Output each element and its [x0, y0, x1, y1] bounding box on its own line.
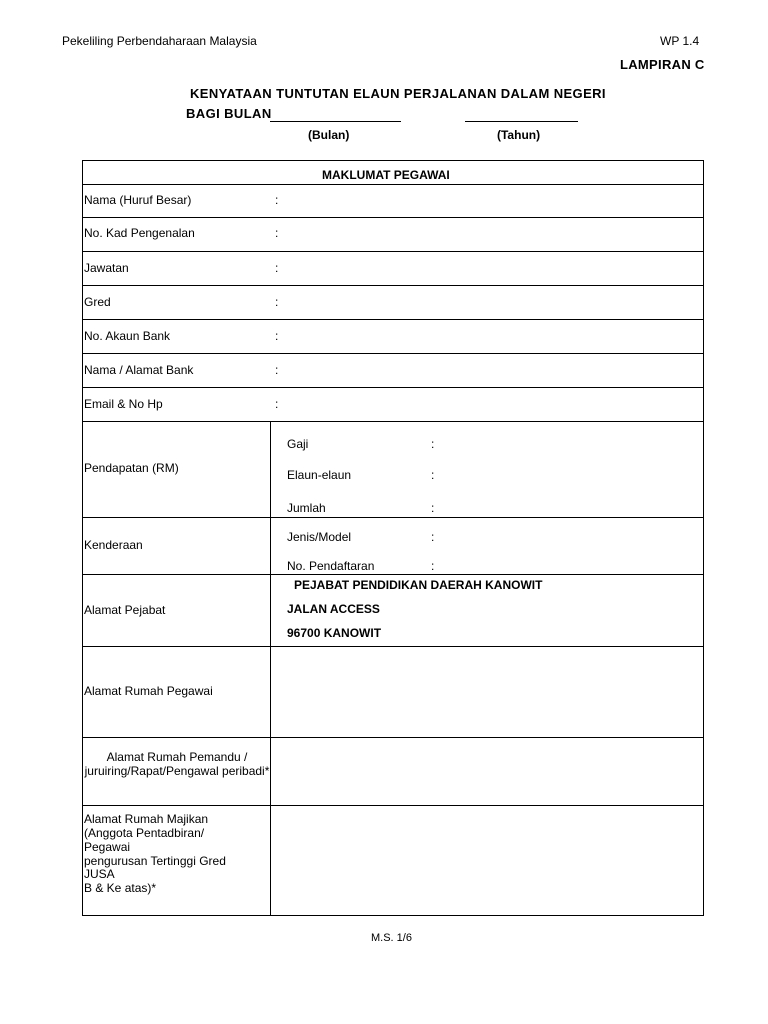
row-divider [83, 387, 703, 388]
label-jenis-model: Jenis/Model [287, 530, 352, 544]
header-right-text: WP 1.4 [660, 34, 700, 48]
row-divider [83, 574, 703, 575]
label-alamat-majikan-5: JUSA [84, 867, 115, 881]
row-divider [83, 421, 703, 422]
colon: : [431, 437, 435, 451]
label-alamat-pemandu: Alamat Rumah Pemandu / juruiring/Rapat/Pengawal peribadi* [84, 750, 270, 778]
row-divider [83, 285, 703, 286]
label-alamat-majikan-1: Alamat Rumah Majikan [84, 812, 209, 826]
label-alamat-majikan-2: (Anggota Pentadbiran/ [84, 826, 205, 840]
row-divider [83, 319, 703, 320]
column-divider [270, 422, 271, 916]
row-divider [83, 184, 703, 185]
label-jumlah: Jumlah [287, 501, 326, 515]
label-akaun-bank: No. Akaun Bank [84, 329, 171, 343]
label-no-pendaftaran: No. Pendaftaran [287, 559, 375, 573]
pejabat-line3: 96700 KANOWIT [287, 626, 382, 640]
label-email-hp: Email & No Hp [84, 397, 163, 411]
label-elaun: Elaun-elaun [287, 468, 352, 482]
form-title: KENYATAAN TUNTUTAN ELAUN PERJALANAN DALAM NEGERI [190, 86, 606, 101]
lampiran-label: LAMPIRAN C [620, 57, 705, 72]
label-gred: Gred [84, 295, 111, 309]
label-gaji: Gaji [287, 437, 309, 451]
section-title: MAKLUMAT PEGAWAI [322, 168, 450, 182]
row-divider [83, 646, 703, 647]
tahun-label: (Tahun) [497, 128, 541, 142]
label-pendapatan: Pendapatan (RM) [84, 461, 179, 475]
row-divider [83, 737, 703, 738]
label-alamat-majikan-4: pengurusan Tertinggi Gred [84, 854, 226, 868]
bulan-label: (Bulan) [308, 128, 350, 142]
colon: : [275, 363, 279, 377]
row-divider [83, 353, 703, 354]
label-alamat-majikan-3: Pegawai [84, 840, 131, 854]
row-divider [83, 217, 703, 218]
colon: : [431, 530, 435, 544]
tahun-underline [465, 121, 578, 122]
header-left-text: Pekeliling Perbendaharaan Malaysia [62, 34, 257, 48]
row-divider [83, 517, 703, 518]
label-jawatan: Jawatan [84, 261, 129, 275]
maklumat-pegawai-form [82, 160, 704, 916]
colon: : [431, 468, 435, 482]
label-alamat-majikan-6: B & Ke atas)* [84, 881, 157, 895]
colon: : [431, 559, 435, 573]
label-alamat-pejabat: Alamat Pejabat [84, 603, 166, 617]
label-nama: Nama (Huruf Besar) [84, 193, 192, 207]
row-divider [83, 251, 703, 252]
bulan-underline [270, 121, 401, 122]
page-number: M.S. 1/6 [371, 932, 412, 944]
colon: : [275, 329, 279, 343]
form-subtitle: BAGI BULAN [186, 106, 272, 121]
row-divider [83, 805, 703, 806]
colon: : [275, 295, 279, 309]
colon: : [431, 501, 435, 515]
pejabat-line1: PEJABAT PENDIDIKAN DAERAH KANOWIT [294, 578, 543, 592]
label-alamat-bank: Nama / Alamat Bank [84, 363, 194, 377]
colon: : [275, 261, 279, 275]
colon: : [275, 193, 279, 207]
label-alamat-rumah: Alamat Rumah Pegawai [84, 684, 213, 698]
colon: : [275, 226, 279, 240]
colon: : [275, 397, 279, 411]
label-kenderaan: Kenderaan [84, 538, 143, 552]
label-kad-pengenalan: No. Kad Pengenalan [84, 226, 195, 240]
pejabat-line2: JALAN ACCESS [287, 602, 380, 616]
